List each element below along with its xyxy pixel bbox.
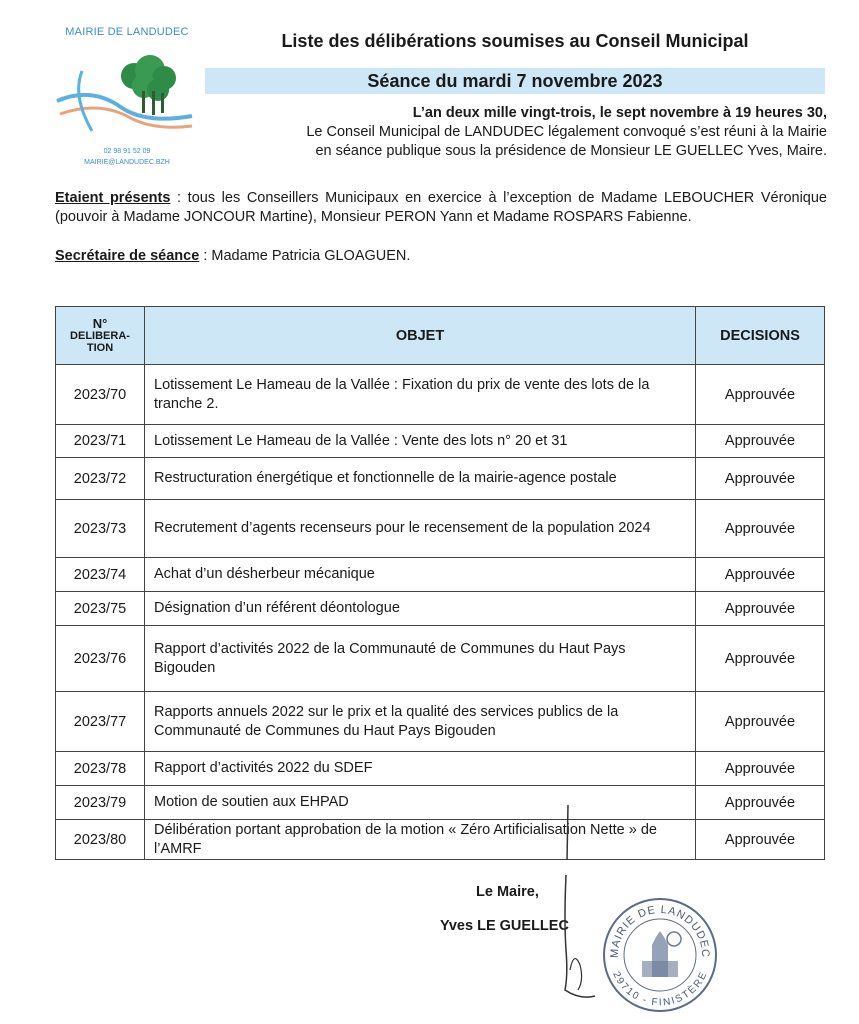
row-object: Restructuration énergétique et fonctionnelle de la mairie-agence postale (145, 458, 696, 500)
header-number-top: N° (92, 315, 108, 331)
town-logo (52, 22, 202, 172)
header-number (56, 307, 145, 365)
table-header-row (56, 307, 825, 365)
intro-line-3: en séance publique sous la présidence de Monsieur LE GUELLEC Yves, Maire. (315, 143, 827, 159)
table-row (56, 458, 825, 500)
row-number: 2023/75 (56, 592, 145, 626)
row-number: 2023/73 (56, 500, 145, 558)
attendance-paragraph (55, 189, 827, 227)
intro-line-1: L’an deux mille vingt-trois, le sept novembre à 19 heures 30, (412, 105, 827, 121)
session-date: Séance du mardi 7 novembre 2023 (205, 68, 825, 94)
row-decision: Approuvée (696, 692, 825, 752)
row-decision: Approuvée (696, 365, 825, 425)
secretary-text: : Madame Patricia GLOAGUEN. (199, 248, 411, 264)
logo-title: MAIRIE DE LANDUDEC (65, 26, 189, 38)
header-number-bottom: DELIBERA-TION (70, 329, 130, 354)
row-object: Rapport d’activités 2022 de la Communauté de Communes du Haut Pays Bigouden (145, 626, 696, 692)
row-decision: Approuvée (696, 752, 825, 786)
attendance-text: : tous les Conseillers Municipaux en exercice à l’exception de Madame LEBOUCHER Véronique (pouvoir à Madame JONCOUR Martine), Monsieur PERON Yann et Madame ROSPARS Fabienne. (55, 190, 827, 225)
table-row (56, 752, 825, 786)
row-object: Lotissement Le Hameau de la Vallée : Vente des lots n° 20 et 31 (145, 425, 696, 458)
table-row (56, 500, 825, 558)
row-decision: Approuvée (696, 786, 825, 820)
attendance-label: Etaient présents (55, 190, 171, 206)
row-object: Motion de soutien aux EHPAD (145, 786, 696, 820)
row-decision: Approuvée (696, 592, 825, 626)
row-number: 2023/77 (56, 692, 145, 752)
table-row (56, 425, 825, 458)
row-object: Délibération portant approbation de la motion « Zéro Artificialisation Nette » de l’AMRF (145, 820, 696, 860)
row-object: Lotissement Le Hameau de la Vallée : Fixation du prix de vente des lots de la tranche 2. (145, 365, 696, 425)
town-hall-stamp-icon (600, 895, 720, 1015)
row-decision: Approuvée (696, 626, 825, 692)
table-row (56, 820, 825, 860)
row-object: Désignation d’un référent déontologue (145, 592, 696, 626)
row-number: 2023/79 (56, 786, 145, 820)
row-decision: Approuvée (696, 500, 825, 558)
stamp-top-text: MAIRIE DE LANDUDEC (608, 903, 712, 959)
header-object: OBJET (145, 307, 696, 365)
deliberations-table (55, 306, 825, 860)
table-row (56, 592, 825, 626)
table-row (56, 365, 825, 425)
row-object: Achat d’un désherbeur mécanique (145, 558, 696, 592)
row-number: 2023/80 (56, 820, 145, 860)
row-decision: Approuvée (696, 425, 825, 458)
intro-line-2: Le Conseil Municipal de LANDUDEC légalement convoqué s’est réuni à la Mairie (306, 124, 827, 140)
secretary-line (55, 248, 410, 264)
logo-phone: 02 98 91 52 09 (103, 148, 151, 155)
table-row (56, 558, 825, 592)
table-row (56, 786, 825, 820)
table-row (56, 692, 825, 752)
signatory-name: Yves LE GUELLEC (440, 918, 569, 934)
row-number: 2023/72 (56, 458, 145, 500)
intro-paragraph (205, 104, 827, 161)
document-title: Liste des délibérations soumises au Conseil Municipal (281, 31, 749, 51)
signatory-role: Le Maire, (476, 884, 539, 900)
trees-and-river-icon (52, 46, 202, 146)
header-decision: DECISIONS (696, 307, 825, 365)
row-object: Rapports annuels 2022 sur le prix et la qualité des services publics de la Communauté de Communes du Haut Pays Bigouden (145, 692, 696, 752)
row-number: 2023/78 (56, 752, 145, 786)
table-row (56, 626, 825, 692)
row-decision: Approuvée (696, 820, 825, 860)
row-number: 2023/71 (56, 425, 145, 458)
stamp-bottom-text: 29710 - FINISTÈRE (610, 970, 710, 1009)
row-decision: Approuvée (696, 458, 825, 500)
row-number: 2023/70 (56, 365, 145, 425)
row-object: Recrutement d’agents recenseurs pour le recensement de la population 2024 (145, 500, 696, 558)
row-object: Rapport d’activités 2022 du SDEF (145, 752, 696, 786)
logo-email: MAIRIE@LANDUDEC.BZH (84, 159, 170, 166)
row-number: 2023/74 (56, 558, 145, 592)
row-decision: Approuvée (696, 558, 825, 592)
secretary-label: Secrétaire de séance (55, 248, 200, 264)
row-number: 2023/76 (56, 626, 145, 692)
